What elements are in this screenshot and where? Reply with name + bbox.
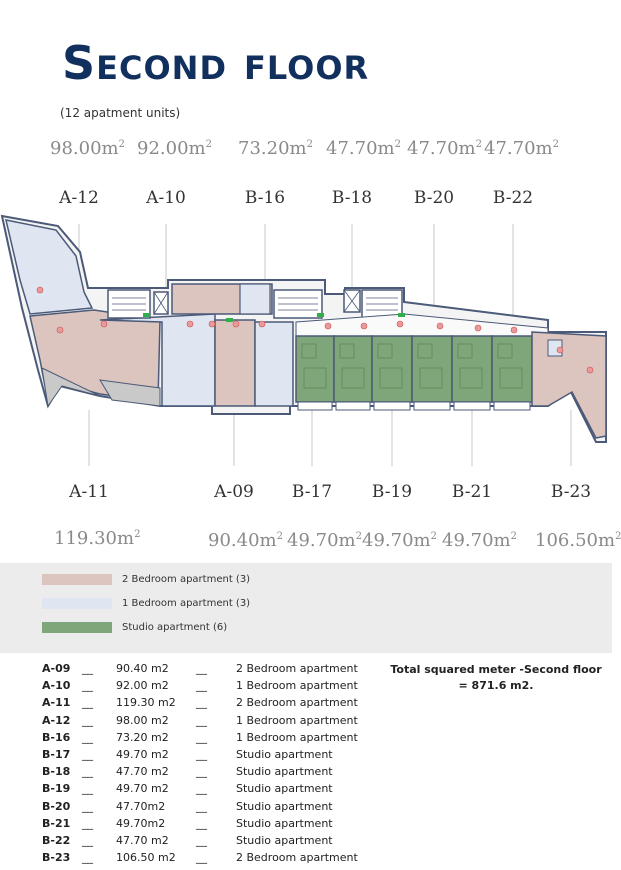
legend-swatch-one-bedroom (42, 598, 112, 609)
unit-marker-a12: A-12 (53, 172, 105, 224)
table-row (42, 780, 358, 797)
separator: __ (196, 816, 207, 830)
legend-swatch-studio (42, 622, 112, 633)
area-label-b16: $73.20m^2$ (238, 138, 313, 159)
area-label-b22: $47.70m^2$ (484, 138, 559, 159)
unit-code: B-17 (42, 748, 71, 762)
legend-label-two-bedroom: 2 Bedroom apartment (3) (122, 574, 251, 585)
legend-item-studio (42, 622, 227, 633)
table-row (42, 677, 358, 694)
separator: __ (196, 730, 207, 744)
unit-type: 1 Bedroom apartment (236, 730, 358, 744)
separator: __ (196, 748, 207, 762)
unit-code: B-21 (42, 816, 71, 830)
area-label-b19: $49.70m^2$ (362, 530, 437, 551)
table-row (42, 712, 358, 729)
area-label-a12: $98.00m^2$ (50, 138, 125, 159)
unit-marker-b18: B-18 (326, 172, 378, 224)
unit-marker-b16: B-16 (239, 172, 291, 224)
unit-code: A-12 (42, 713, 71, 727)
table-row (42, 729, 358, 746)
unit-type: Studio apartment (236, 748, 333, 762)
unit-type: 2 Bedroom apartment (236, 696, 358, 710)
unit-type: Studio apartment (236, 782, 333, 796)
legend-swatch-two-bedroom (42, 574, 112, 585)
legend-label-studio: Studio apartment (6) (122, 622, 228, 633)
area-label-b18: $47.70m^2$ (326, 138, 401, 159)
unit-code: B-22 (42, 833, 71, 847)
separator: __ (196, 765, 207, 779)
unit-area: 98.00 m2 (116, 713, 169, 727)
separator: __ (196, 833, 207, 847)
separator: __ (82, 782, 93, 796)
table-row (42, 694, 358, 711)
separator: __ (196, 696, 207, 710)
unit-code: A-10 (42, 679, 71, 693)
unit-area: 47.70m2 (116, 799, 166, 813)
table-row (42, 815, 358, 832)
unit-code: A-11 (42, 696, 71, 710)
unit-table (42, 660, 358, 866)
separator: __ (82, 713, 93, 727)
unit-area: 92.00 m2 (116, 679, 169, 693)
separator: __ (82, 765, 93, 779)
table-row (42, 798, 358, 815)
total-area (380, 662, 612, 694)
unit-area: 106.50 m2 (116, 851, 176, 865)
separator: __ (196, 782, 207, 796)
separator: __ (82, 799, 93, 813)
table-row (42, 832, 358, 849)
page-title: Second floor (62, 36, 370, 90)
unit-marker-b19: B-19 (366, 466, 418, 518)
unit-type: Studio apartment (236, 816, 333, 830)
unit-area: 90.40 m2 (116, 662, 169, 676)
table-row (42, 746, 358, 763)
unit-type: Studio apartment (236, 833, 333, 847)
unit-type: 2 Bedroom apartment (236, 662, 358, 676)
separator: __ (196, 799, 207, 813)
page-subtitle: (12 apatment units) (60, 106, 181, 120)
unit-area: 47.70 m2 (116, 833, 169, 847)
separator: __ (82, 816, 93, 830)
separator: __ (82, 730, 93, 744)
table-row (42, 660, 358, 677)
separator: __ (82, 851, 93, 865)
area-label-a09: $90.40m^2$ (208, 530, 283, 551)
separator: __ (82, 662, 93, 676)
unit-type: Studio apartment (236, 799, 333, 813)
unit-marker-b17: B-17 (286, 466, 338, 518)
separator: __ (82, 748, 93, 762)
separator: __ (196, 679, 207, 693)
unit-type: Studio apartment (236, 765, 333, 779)
area-label-b23: $106.50m^2$ (535, 530, 621, 551)
unit-marker-a11: A-11 (63, 466, 115, 518)
total-area-label: Total squared meter -Second floor (390, 663, 602, 676)
floor-plan (0, 210, 612, 420)
unit-code: B-18 (42, 765, 71, 779)
separator: __ (82, 679, 93, 693)
unit-area: 49.70 m2 (116, 782, 169, 796)
unit-marker-a10: A-10 (140, 172, 192, 224)
unit-type: 1 Bedroom apartment (236, 679, 358, 693)
table-row (42, 763, 358, 780)
unit-marker-b21: B-21 (446, 466, 498, 518)
legend-item-one-bedroom (42, 598, 250, 609)
separator: __ (196, 713, 207, 727)
table-row (42, 849, 358, 866)
unit-marker-b23: B-23 (545, 466, 597, 518)
unit-area: 49.70m2 (116, 816, 166, 830)
unit-area: 73.20 m2 (116, 730, 169, 744)
legend-label-one-bedroom: 1 Bedroom apartment (3) (122, 598, 251, 609)
unit-marker-b22: B-22 (487, 172, 539, 224)
unit-area: 47.70 m2 (116, 765, 169, 779)
unit-code: A-09 (42, 662, 71, 676)
area-label-b17: $49.70m^2$ (287, 530, 362, 551)
area-label-a10: $92.00m^2$ (137, 138, 212, 159)
unit-type: 2 Bedroom apartment (236, 851, 358, 865)
unit-area: 49.70 m2 (116, 748, 169, 762)
area-label-a11: $119.30m^2$ (54, 528, 141, 549)
separator: __ (82, 696, 93, 710)
unit-code: B-19 (42, 782, 71, 796)
unit-code: B-23 (42, 851, 71, 865)
total-area-value: = 871.6 m2. (458, 679, 534, 692)
unit-marker-b20: B-20 (408, 172, 460, 224)
unit-type: 1 Bedroom apartment (236, 713, 358, 727)
separator: __ (196, 851, 207, 865)
separator: __ (82, 833, 93, 847)
unit-area: 119.30 m2 (116, 696, 176, 710)
area-label-b21: $49.70m^2$ (442, 530, 517, 551)
unit-code: B-20 (42, 799, 71, 813)
legend (0, 563, 612, 653)
legend-item-two-bedroom (42, 574, 250, 585)
unit-marker-a09: A-09 (208, 466, 260, 518)
unit-code: B-16 (42, 730, 71, 744)
area-label-b20: $47.70m^2$ (407, 138, 482, 159)
separator: __ (196, 662, 207, 676)
